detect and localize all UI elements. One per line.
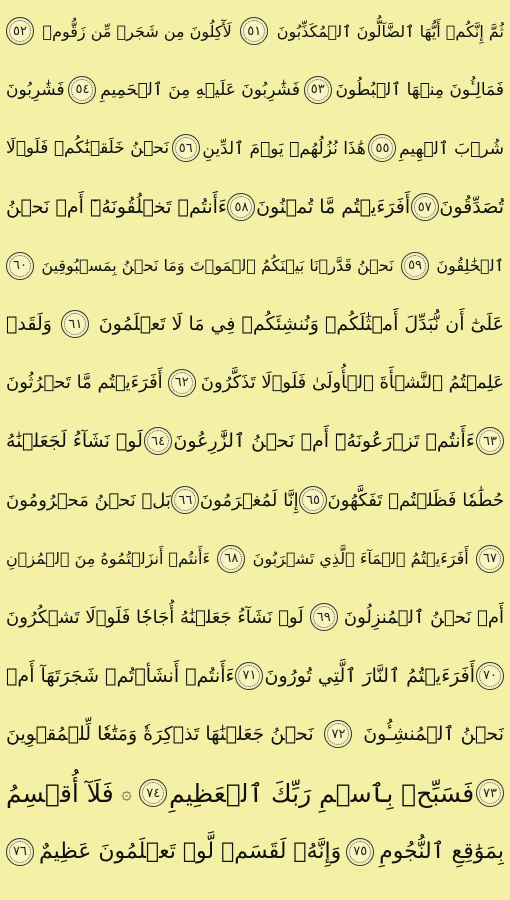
verse-text: فَسَبِّحۡ بِٱسۡمِ رَبِّكَ ٱلۡعَظِيمِ [169,778,475,808]
verse-line [6,2,504,61]
verse-text: ءَأَنتُمۡ تَخۡلُقُونَهُۥٓ أَمۡ نَحۡنُ [6,196,227,219]
ayah-number-marker: ٥٣ [304,76,332,104]
ayah-number-marker: ٧٤ [139,779,167,807]
verse-line [6,61,504,120]
ayah-number-marker: ٥١ [240,17,268,45]
verse-text: حُطَٰمٗا فَظَلۡتُمۡ تَفَكَّهُونَ [327,489,504,511]
verse-text: ثُمَّ إِنَّكُمۡ أَيُّهَا ٱلضَّآلُّونَ ٱلۡمُكَذِّبُونَ [276,21,504,41]
verse-line [6,822,504,881]
verse-text: لَوۡ نَشَآءُ لَجَعَلۡنَٰهُ [6,430,143,453]
ayah-number-marker: ٥٨ [227,193,255,221]
ayah-number-marker: ٥٥ [368,134,396,162]
verse-line [6,764,504,823]
verse-text: ءَأَنتُمۡ تَزۡرَعُونَهُۥٓ أَمۡ نَحۡنُ ٱلزَّٰرِعُونَ [173,430,475,453]
verse-text: فَشَٰرِبُونَ [6,79,65,100]
verse-text: أَفَرَءَيۡتُم مَّا تَحۡرُثُونَ [6,372,163,394]
ayah-number-marker: ٧٠ [476,662,504,690]
verse-line [6,354,504,413]
ayah-number-marker: ٦٦ [171,486,199,514]
verse-text: نَحۡنُ جَعَلۡنَٰهَا تَذۡكِرَةٗ وَمَتَٰعٗا لِّلۡمُقۡوِينَ [6,723,314,746]
ayah-number-marker: ٥٦ [172,134,200,162]
verse-text: لَوۡ نَشَآءُ جَعَلۡنَٰهُ أُجَاجٗا فَلَوۡلَا تَشۡكُرُونَ [6,606,304,628]
verse-text: عَلِمۡتُمُ ٱلنَّشۡأَةَ ٱلۡأُولَىٰ فَلَوۡلَا تَذَكَّرُونَ [200,372,504,394]
verse-text: ءَأَنتُمۡ أَنزَلۡتُمُوهُ مِنَ ٱلۡمُزۡنِ [6,549,210,569]
ayah-number-marker: ٧٥ [346,838,374,866]
ayah-number-marker: ٥٧ [411,193,439,221]
verse-text: وَإِنَّهُۥ لَقَسَمٞ لَّوۡ تَعۡلَمُونَ عَظِيمٌ [38,839,342,865]
ayah-number-marker: ٦٣ [476,427,504,455]
ayah-number-marker: ٦١ [61,310,89,338]
verse-line [6,295,504,354]
verse-text: ءَأَنتُمۡ أَنشَأۡتُمۡ شَجَرَتَهَآ أَمۡ [6,664,235,687]
verse-text: ٱلۡخَٰلِقُونَ [436,256,504,276]
verse-text: عَلَىٰٓ أَن نُّبَدِّلَ أَمۡثَٰلَكُمۡ وَنُنشِئَكُمۡ فِي مَا لَا تَعۡلَمُونَ [98,313,504,336]
verse-line [6,178,504,237]
verse-text: إِنَّا لَمُغۡرَمُونَ [199,489,299,511]
verse-text: نَحۡنُ خَلَقۡنَٰكُمۡ فَلَوۡلَا [6,138,170,159]
verse-text: فَلَآ أُقۡسِمُ [6,778,114,808]
verse-text: فَمَالِـُٔونَ مِنۡهَا ٱلۡبُطُونَ [335,80,504,101]
verse-text: فَشَٰرِبُونَ عَلَيۡهِ مِنَ ٱلۡحَمِيمِ [100,80,300,101]
ayah-number-marker: ٥٩ [401,252,429,280]
ayah-number-marker: ٦٥ [299,486,327,514]
verse-text: بَلۡ نَحۡنُ مَحۡرُومُونَ [6,489,171,511]
ayah-number-marker: ٦٤ [144,427,172,455]
verse-text: هَٰذَا نُزُلُهُمۡ يَوۡمَ ٱلدِّينِ [202,138,366,159]
ayah-number-marker: ٧٦ [6,838,34,866]
ayah-number-marker: ٦٧ [476,545,504,573]
verse-text: تُصَدِّقُونَ [439,196,504,219]
verse-line [6,412,504,471]
ayah-number-marker: ٦٠ [6,252,34,280]
verse-line [6,705,504,764]
verse-text: وَلَقَدۡ [6,313,52,336]
verse-text: شُرۡبَ ٱلۡهِيمِ [399,138,504,159]
verse-line [6,529,504,588]
verse-text: لَأٓكِلُونَ مِن شَجَرٖ مِّن زَقُّومٖ [42,21,232,41]
rub-el-hizb-icon: ۞ [121,782,132,804]
verse-text: أَمۡ نَحۡنُ ٱلۡمُنزِلُونَ [343,606,504,628]
ayah-number-marker: ٥٢ [6,17,34,45]
verse-text: نَحۡنُ قَدَّرۡنَا بَيۡنَكُمُ ٱلۡمَوۡتَ وَمَا نَحۡنُ بِمَسۡبُوقِينَ [41,256,394,276]
ayah-number-marker: ٦٩ [310,603,338,631]
ayah-number-marker: ٦٨ [217,545,245,573]
ayah-number-marker: ٦٢ [168,369,196,397]
verse-text: بِمَوَٰقِعِ ٱلنُّجُومِ [379,839,504,865]
verse-text: أَفَرَءَيۡتُم مَّا تُمۡنُونَ [256,196,411,219]
verse-line [6,236,504,295]
verse-line [6,588,504,647]
verse-text: أَفَرَءَيۡتُمُ ٱلنَّارَ ٱلَّتِي تُورُونَ [264,664,475,687]
verse-line [6,647,504,706]
verse-text: نَحۡنُ ٱلۡمُنشِـُٔونَ [363,723,504,746]
verse-line [6,471,504,530]
ayah-number-marker: ٧٢ [324,720,352,748]
ayah-number-marker: ٥٤ [68,76,96,104]
ayah-number-marker: ٧٣ [476,779,504,807]
verse-text: أَفَرَءَيۡتُمُ ٱلۡمَآءَ ٱلَّذِي تَشۡرَبُونَ [252,549,469,569]
ayah-number-marker: ٧١ [235,662,263,690]
verse-line [6,119,504,178]
